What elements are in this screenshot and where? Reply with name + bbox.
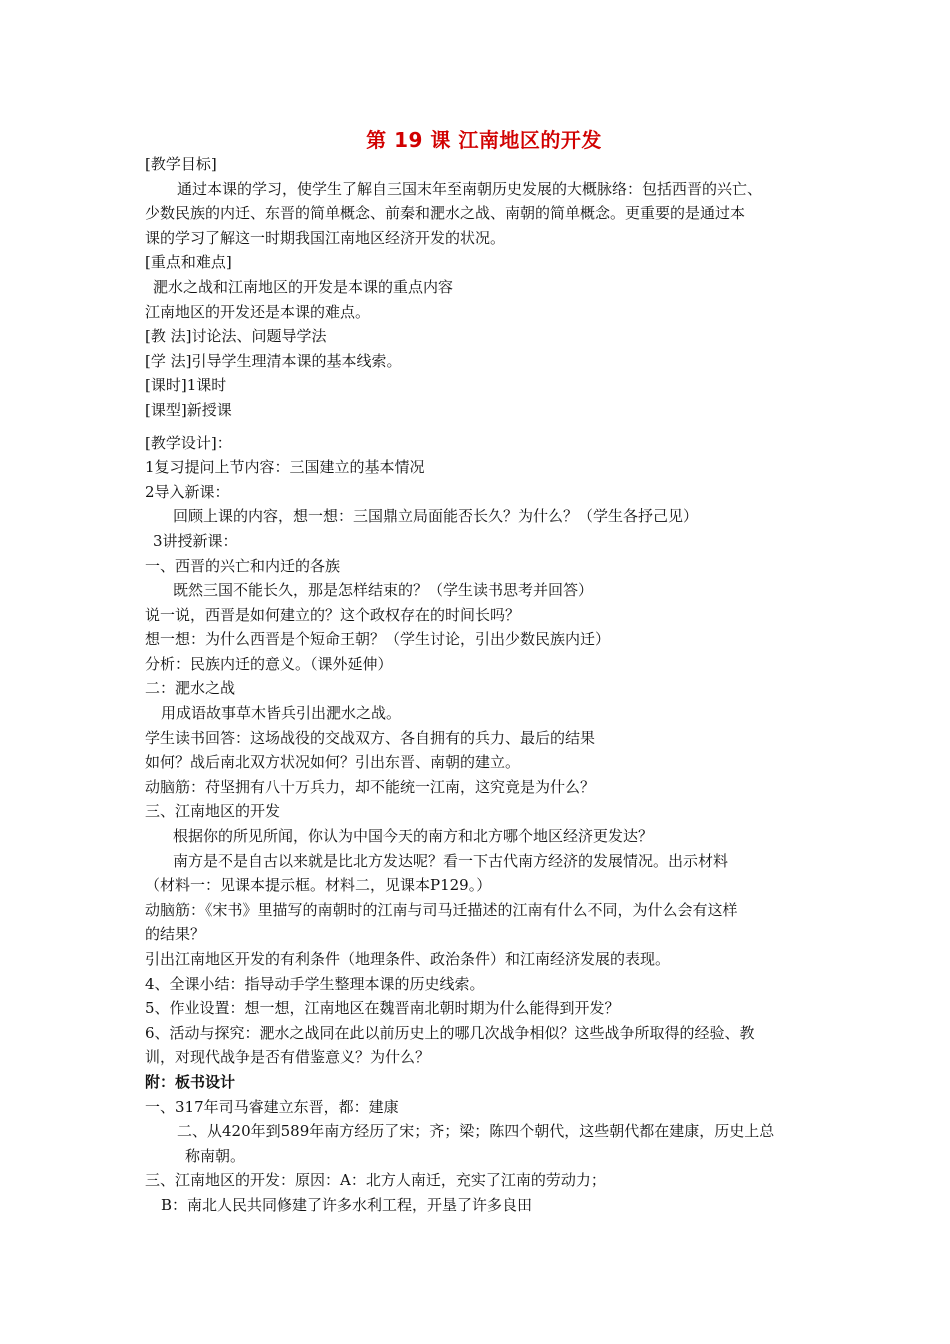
paragraph-line: 训，对现代战争是否有借鉴意义？为什么？ [145,1048,431,1067]
paragraph-line: 江南地区的开发还是本课的难点。 [145,302,371,321]
paragraph-line: 的结果？ [145,925,206,944]
paragraph-line: 想一想：为什么西晋是个短命王朝？（学生讨论，引出少数民族内迁） [145,630,611,649]
subsection-heading: 二：淝水之战 [145,679,236,698]
paragraph-line: 说一说，西晋是如何建立的？这个政权存在的时间长吗？ [145,605,521,624]
section-key-points: [重点和难点] [145,253,232,272]
list-item: 4、全课小结：指导动手学生整理本课的历史线索。 [145,974,485,993]
document-body [145,152,835,1218]
class-hours: [课时]1课时 [145,376,227,395]
paragraph-line: 学生读书回答：这场战役的交战双方、各自拥有的兵力、最后的结果 [145,728,596,747]
list-item: 1复习提问上节内容：三国建立的基本情况 [145,458,425,477]
list-item: 3讲授新课： [153,531,238,550]
teaching-method: [教 法]讨论法、问题导学法 [145,327,327,346]
subsection-heading: 三、江南地区的开发 [145,802,281,821]
paragraph-line: 既然三国不能长久，那是怎样结束的？（学生读书思考并回答） [173,581,594,600]
lesson-title: 第 19 课 江南地区的开发 [366,128,602,152]
section-teaching-goals: [教学目标] [145,155,217,173]
paragraph-line: （材料一：见课本提示框。材料二，见课本P129。） [145,876,492,895]
paragraph-line: 如何？战后南北双方状况如何？引出东晋、南朝的建立。 [145,753,521,772]
paragraph-line: 南方是不是自古以来就是比北方发达呢？看一下古代南方经济的发展情况。出示材料 [173,851,729,870]
paragraph-line: 淝水之战和江南地区的开发是本课的重点内容 [153,277,454,296]
paragraph-line: 少数民族的内迁、东晋的简单概念、前秦和淝水之战、南朝的简单概念。更重要的是通过本 [145,204,746,223]
paragraph-line: 通过本课的学习，使学生了解自三国末年至南朝历史发展的大概脉络：包括西晋的兴亡、 [177,179,763,198]
list-item: 2导入新课： [145,482,230,501]
paragraph-line: 用成语故事草木皆兵引出淝水之战。 [161,704,402,723]
paragraph-line: 回顾上课的内容，想一想：三国鼎立局面能否长久？为什么？（学生各抒己见） [173,507,699,526]
subsection-heading: 一、西晋的兴亡和内迁的各族 [145,556,341,575]
board-item-continuation: 称南朝。 [185,1146,246,1165]
class-type: [课型]新授课 [145,400,232,419]
paragraph-line: 动脑筋：苻坚拥有八十万兵力，却不能统一江南，这究竟是为什么？ [145,777,596,796]
paragraph-line: 引出江南地区开发的有利条件（地理条件、政治条件）和江南经济发展的表现。 [145,950,671,968]
paragraph-line: 分析：民族内迁的意义。（课外延伸） [145,654,393,673]
appendix-heading: 附：板书设计 [145,1072,236,1091]
board-item: 一、317年司马睿建立东晋，都：建康 [145,1097,399,1116]
board-item: 二、从420年到589年南方经历了宋；齐；梁；陈四个朝代，这些朝代都在建康，历史上总 [177,1122,775,1141]
list-item: 5、作业设置：想一想，江南地区在魏晋南北朝时期为什么能得到开发？ [145,999,620,1018]
learning-method: [学 法]引导学生理清本课的基本线索。 [145,351,402,370]
board-item: B：南北人民共同修建了许多水利工程，开垦了许多良田 [161,1195,533,1214]
paragraph-line: 动脑筋：《宋书》里描写的南朝时的江南与司马迁描述的江南有什么不同，为什么会有这样 [145,900,738,919]
section-teaching-design: [教学设计]： [145,433,232,452]
board-item: 三、江南地区的开发：原因：A：北方人南迁，充实了江南的劳动力； [145,1171,606,1190]
paragraph-line: 根据你的所见所闻，你认为中国今天的南方和北方哪个地区经济更发达？ [173,827,654,846]
paragraph-line: 课的学习了解这一时期我国江南地区经济开发的状况。 [145,228,506,247]
list-item: 6、活动与探究：淝水之战同在此以前历史上的哪几次战争相似？这些战争所取得的经验、教 [145,1023,755,1042]
